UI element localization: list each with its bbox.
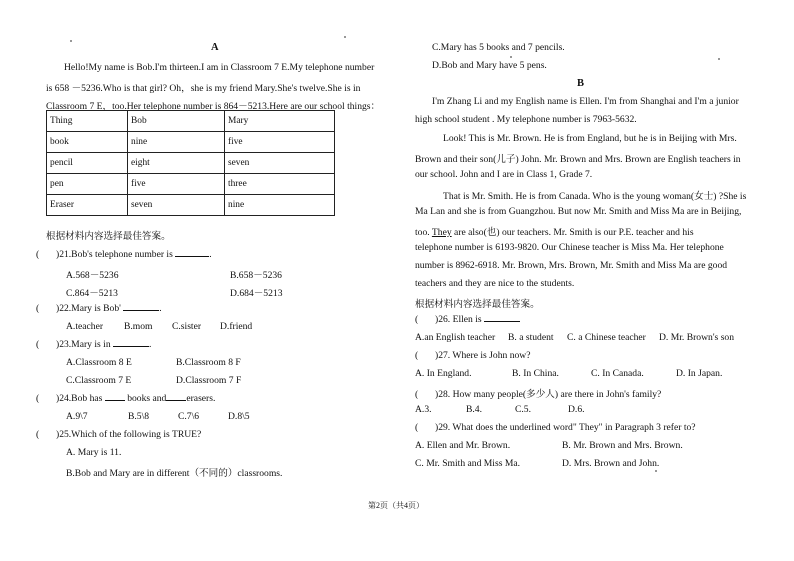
answer-blank[interactable]: [166, 400, 186, 401]
instruction-a: 根据材料内容选择最佳答案。: [46, 231, 171, 242]
answer-paren: (: [415, 389, 419, 400]
option-22-b[interactable]: B.mom: [124, 321, 153, 332]
page-footer: 第2页（共4页）: [368, 501, 424, 510]
scan-speck: [510, 56, 512, 58]
answer-blank[interactable]: [175, 256, 209, 257]
answer-paren: (: [415, 314, 419, 325]
question-stem: )21.Bob's telephone number is: [56, 249, 173, 260]
table-cell: three: [225, 174, 335, 195]
table-cell: seven: [225, 153, 335, 174]
passage-b-p3-line-5: number is 8962-6918. Mr. Brown, Mrs. Brown, Mr. Smith and Miss Ma are good: [415, 260, 728, 271]
question-21: ( )21.Bob's telephone number is .: [36, 249, 212, 260]
option-21-c[interactable]: C.864－5213: [66, 288, 118, 299]
passage-a-heading: A: [211, 42, 219, 53]
table-cell: five: [225, 132, 335, 153]
answer-paren: (: [36, 429, 40, 440]
option-23-b[interactable]: B.Classroom 8 F: [176, 357, 241, 368]
table-cell: five: [128, 174, 225, 195]
option-26-d[interactable]: D. Mr. Brown's son: [659, 332, 735, 343]
answer-paren: (: [36, 303, 40, 314]
answer-blank[interactable]: [105, 400, 125, 401]
option-25-d[interactable]: D.Bob and Mary have 5 pens.: [432, 60, 547, 71]
passage-b-p3-line-1: That is Mr. Smith. He is from Canada. Who is the young woman(女士) ?She is: [443, 191, 747, 202]
question-22: ( )22.Mary is Bob' .: [36, 303, 162, 314]
passage-b-p1-line-2: high school student . My telephone number is 7963-5632.: [415, 114, 637, 125]
passage-b-p2-line-3: our school. John and I are in Class 1, Grade 7.: [415, 169, 593, 180]
scan-speck: [718, 58, 720, 60]
table-cell: nine: [128, 132, 225, 153]
question-24: [36, 393, 215, 404]
question-23: ( )23.Mary is in .: [36, 339, 152, 350]
table-row: [47, 132, 335, 153]
question-stem-part: books and: [127, 393, 167, 404]
answer-blank[interactable]: [123, 310, 159, 311]
table-row: [47, 153, 335, 174]
option-25-c[interactable]: C.Mary has 5 books and 7 pencils.: [432, 42, 565, 53]
table-row: [47, 195, 335, 216]
question-28: [415, 386, 661, 400]
option-24-a[interactable]: A.9\7: [66, 411, 88, 422]
answer-blank[interactable]: [113, 346, 149, 347]
answer-blank[interactable]: [484, 321, 520, 322]
question-stem: )29. What does the underlined word" They" in Paragraph 3 refer to?: [435, 422, 696, 433]
scan-speck: [70, 40, 72, 42]
option-27-c[interactable]: C. In Canada.: [591, 368, 644, 379]
passage-b-p3-line-4: telephone number is 6193-9820. Our Chinese teacher is Miss Ma. Her telephone: [415, 242, 724, 253]
table-cell: Eraser: [47, 195, 128, 216]
answer-paren: (: [36, 393, 40, 404]
table-cell: Thing: [47, 111, 128, 132]
option-23-c[interactable]: C.Classroom 7 E: [66, 375, 132, 386]
question-27: [415, 350, 530, 361]
question-stem: )23.Mary is in: [56, 339, 111, 350]
passage-a-line-1: Hello!My name is Bob.I'm thirteen.I am in Classroom 7 E.My telephone number: [64, 62, 375, 73]
option-21-a[interactable]: A.568－5236: [66, 270, 119, 281]
option-28-d[interactable]: D.6.: [568, 404, 585, 415]
option-22-d[interactable]: D.friend: [220, 321, 253, 332]
option-27-a[interactable]: A. In England.: [415, 368, 472, 379]
question-stem-part: erasers.: [186, 393, 216, 404]
table-cell: nine: [225, 195, 335, 216]
option-25-a[interactable]: A. Mary is 11.: [66, 447, 122, 458]
passage-b-heading: B: [577, 78, 585, 89]
passage-b-p2-line-2: Brown and their son(儿子) John. Mr. Brown and Mrs. Brown are English teachers in: [415, 154, 741, 165]
answer-paren: (: [415, 350, 419, 361]
option-25-b[interactable]: B.Bob and Mary are in different（不同的）classrooms.: [66, 468, 283, 479]
table-cell: Bob: [128, 111, 225, 132]
question-stem: )24.Bob has: [56, 393, 103, 404]
option-22-c[interactable]: C.sister: [172, 321, 202, 332]
option-24-d[interactable]: D.8\5: [228, 411, 250, 422]
option-29-b[interactable]: B. Mr. Brown and Mrs. Brown.: [562, 440, 683, 451]
text-segment: are also(也) our teachers. Mr. Smith is our P.E. teacher and his: [454, 227, 694, 238]
option-21-d[interactable]: D.684－5213: [230, 288, 283, 299]
table-cell: seven: [128, 195, 225, 216]
question-stem: )28. How many people(多少人) are there in John's family?: [435, 389, 662, 400]
table-cell: pen: [47, 174, 128, 195]
option-27-b[interactable]: B. In China.: [512, 368, 559, 379]
option-23-d[interactable]: D.Classroom 7 F: [176, 375, 242, 386]
option-26-b[interactable]: B. a student: [508, 332, 554, 343]
option-26-c[interactable]: C. a Chinese teacher: [567, 332, 646, 343]
passage-a-line-3: Classroom 7 E，too.Her telephone number is 864－5213.Here are our school things：: [46, 101, 381, 112]
question-stem: )22.Mary is Bob': [56, 303, 121, 314]
answer-paren: (: [36, 339, 40, 350]
table-header-row: [47, 111, 335, 132]
option-28-b[interactable]: B.4.: [466, 404, 482, 415]
table-cell: Mary: [225, 111, 335, 132]
table-cell: pencil: [47, 153, 128, 174]
question-stem: )25.Which of the following is TRUE?: [56, 429, 202, 440]
option-29-a[interactable]: A. Ellen and Mr. Brown.: [415, 440, 511, 451]
question-stem: )27. Where is John now?: [435, 350, 531, 361]
passage-b-p1-line-1: I'm Zhang Li and my English name is Ellen. I'm from Shanghai and I'm a junior: [432, 96, 739, 107]
question-stem: )26. Ellen is: [435, 314, 482, 325]
option-21-b[interactable]: B.658－5236: [230, 270, 282, 281]
school-things-table: [46, 110, 335, 216]
option-24-c[interactable]: C.7\6: [178, 411, 200, 422]
option-29-d[interactable]: D. Mrs. Brown and John.: [562, 458, 660, 469]
option-23-a[interactable]: A.Classroom 8 E: [66, 357, 132, 368]
question-25: [36, 429, 201, 440]
passage-b-p2-line-1: Look! This is Mr. Brown. He is from England, but he is in Beijing with Mrs.: [443, 133, 737, 144]
option-28-a[interactable]: A.3.: [415, 404, 432, 415]
instruction-b: 根据材料内容选择最佳答案。: [415, 299, 540, 310]
scan-speck: [344, 36, 346, 38]
passage-b-p3-line-6: teachers and they are nice to the students.: [415, 278, 575, 289]
table-row: [47, 174, 335, 195]
option-22-a[interactable]: A.teacher: [66, 321, 104, 332]
underlined-word-they: They: [431, 227, 452, 238]
answer-paren: (: [36, 249, 40, 260]
question-29: [415, 422, 696, 433]
table-cell: eight: [128, 153, 225, 174]
option-24-b[interactable]: B.5\8: [128, 411, 150, 422]
question-26: [415, 314, 520, 325]
option-29-c[interactable]: C. Mr. Smith and Miss Ma.: [415, 458, 521, 469]
text-segment: too.: [415, 227, 430, 238]
passage-b-p3-line-2: Ma Lan and she is from Guangzhou. But now Mr. Smith and Miss Ma are in Beijing,: [415, 206, 742, 217]
passage-b-p3-line-3: [415, 224, 694, 238]
scan-speck: [655, 470, 657, 472]
option-26-a[interactable]: A.an English teacher: [415, 332, 496, 343]
table-cell: book: [47, 132, 128, 153]
passage-a-line-2: is 658 －5236.Who is that girl? Oh，she is my friend Mary.She's twelve.She is in: [46, 83, 361, 94]
option-27-d[interactable]: D. In Japan.: [676, 368, 723, 379]
option-28-c[interactable]: C.5.: [515, 404, 531, 415]
answer-paren: (: [415, 422, 419, 433]
